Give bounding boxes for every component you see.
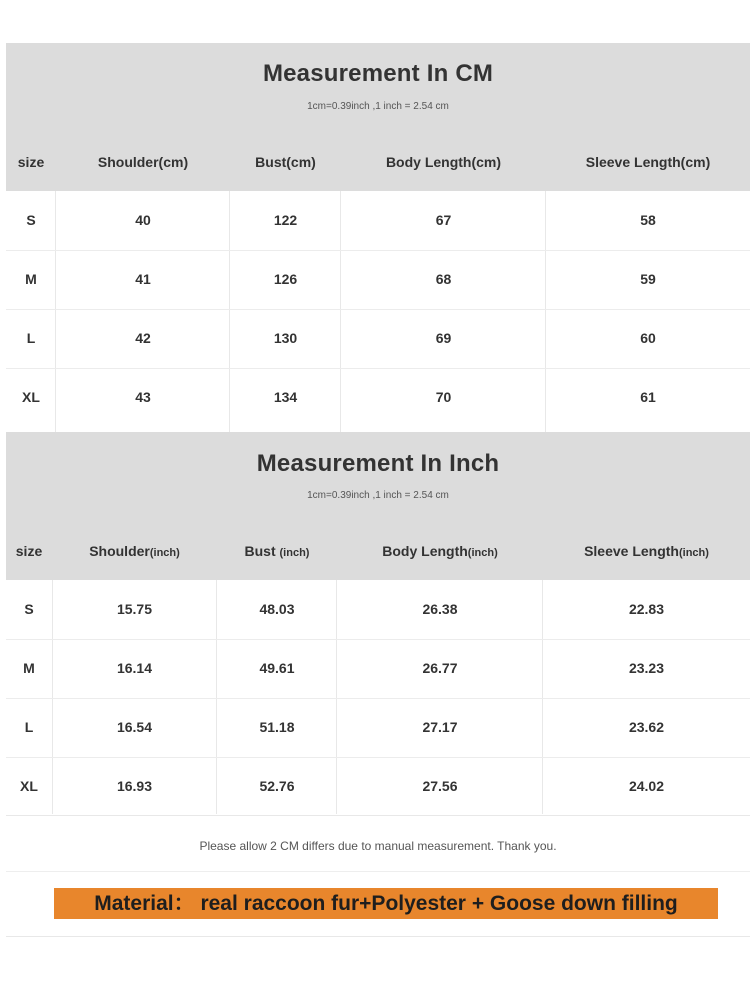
body-length-cell: 27.56 bbox=[422, 778, 458, 794]
column-header-size: size bbox=[17, 154, 45, 170]
table-row bbox=[6, 757, 750, 816]
sleeve-length-cell: 23.62 bbox=[628, 719, 665, 735]
table-row bbox=[6, 191, 750, 251]
sleeve-length-cell: 60 bbox=[640, 330, 656, 346]
table-row bbox=[6, 368, 750, 427]
size-cell: S bbox=[24, 601, 34, 617]
shoulder-cell: 42 bbox=[135, 330, 151, 346]
body-length-cell: 70 bbox=[435, 389, 452, 405]
body-length-cell: 67 bbox=[435, 212, 452, 228]
table-row bbox=[6, 309, 750, 369]
divider bbox=[6, 871, 750, 872]
body-length-cell: 68 bbox=[435, 271, 452, 287]
bust-cell: 126 bbox=[273, 271, 298, 287]
shoulder-cell: 43 bbox=[135, 389, 151, 405]
bust-cell: 52.76 bbox=[259, 778, 295, 794]
bust-cell: 49.61 bbox=[259, 660, 295, 676]
inch-measurement-table bbox=[6, 432, 750, 814]
table-row bbox=[6, 639, 750, 699]
size-cell: S bbox=[26, 212, 36, 228]
bust-cell: 134 bbox=[273, 389, 298, 405]
cm-table-body bbox=[6, 191, 750, 432]
inch-table-body bbox=[6, 580, 750, 814]
cm-table-header bbox=[6, 43, 750, 133]
body-length-cell: 27.17 bbox=[422, 719, 458, 735]
table-row bbox=[6, 580, 750, 640]
shoulder-cell: 41 bbox=[135, 271, 151, 287]
size-cell: M bbox=[25, 271, 37, 287]
inch-table-header bbox=[6, 432, 750, 522]
inch-column-headers bbox=[6, 522, 750, 580]
shoulder-cell: 16.54 bbox=[116, 719, 153, 735]
material-banner: Material： real raccoon fur+Polyester + Goose down filling bbox=[54, 888, 718, 919]
column-header-shoulder: Shoulder(inch) bbox=[89, 543, 180, 559]
bust-cell: 51.18 bbox=[259, 719, 295, 735]
footer-notes bbox=[6, 815, 750, 937]
cm-column-headers bbox=[6, 133, 750, 191]
shoulder-cell: 16.14 bbox=[116, 660, 153, 676]
size-cell: XL bbox=[22, 389, 40, 405]
sleeve-length-cell: 24.02 bbox=[628, 778, 665, 794]
size-cell: XL bbox=[20, 778, 38, 794]
sleeve-length-cell: 58 bbox=[640, 212, 656, 228]
cm-table-subtitle: 1cm=0.39inch ,1 inch = 2.54 cm bbox=[307, 101, 449, 112]
bust-cell: 122 bbox=[273, 212, 298, 228]
cm-measurement-table bbox=[6, 43, 750, 432]
size-cell: L bbox=[24, 719, 34, 735]
column-header-sleeve-length: Sleeve Length(cm) bbox=[585, 154, 711, 170]
table-row bbox=[6, 250, 750, 310]
column-header-sleeve-length: Sleeve Length(inch) bbox=[584, 543, 709, 559]
sleeve-length-cell: 23.23 bbox=[628, 660, 665, 676]
shoulder-cell: 15.75 bbox=[116, 601, 153, 617]
body-length-cell: 69 bbox=[435, 330, 452, 346]
size-cell: M bbox=[23, 660, 35, 676]
column-header-bust: Bust(cm) bbox=[255, 154, 316, 170]
inch-table-title: Measurement In Inch bbox=[256, 450, 500, 477]
sleeve-length-cell: 59 bbox=[640, 271, 656, 287]
column-header-body-length: Body Length(inch) bbox=[382, 543, 498, 559]
shoulder-cell: 40 bbox=[135, 212, 151, 228]
bust-cell: 48.03 bbox=[259, 601, 295, 617]
sleeve-length-cell: 22.83 bbox=[628, 601, 665, 617]
shoulder-cell: 16.93 bbox=[116, 778, 153, 794]
bust-cell: 130 bbox=[273, 330, 298, 346]
cm-table-title: Measurement In CM bbox=[262, 60, 494, 87]
column-header-shoulder: Shoulder(cm) bbox=[97, 154, 189, 170]
column-header-size: size bbox=[15, 543, 43, 559]
body-length-cell: 26.38 bbox=[422, 601, 458, 617]
column-header-bust: Bust (inch) bbox=[244, 543, 310, 559]
table-row bbox=[6, 698, 750, 758]
inch-table-subtitle: 1cm=0.39inch ,1 inch = 2.54 cm bbox=[307, 490, 449, 501]
column-header-body-length: Body Length(cm) bbox=[385, 154, 502, 170]
measurement-note: Please allow 2 CM differs due to manual measurement. Thank you. bbox=[199, 839, 557, 853]
size-cell: L bbox=[26, 330, 36, 346]
body-length-cell: 26.77 bbox=[422, 660, 458, 676]
sleeve-length-cell: 61 bbox=[640, 389, 656, 405]
